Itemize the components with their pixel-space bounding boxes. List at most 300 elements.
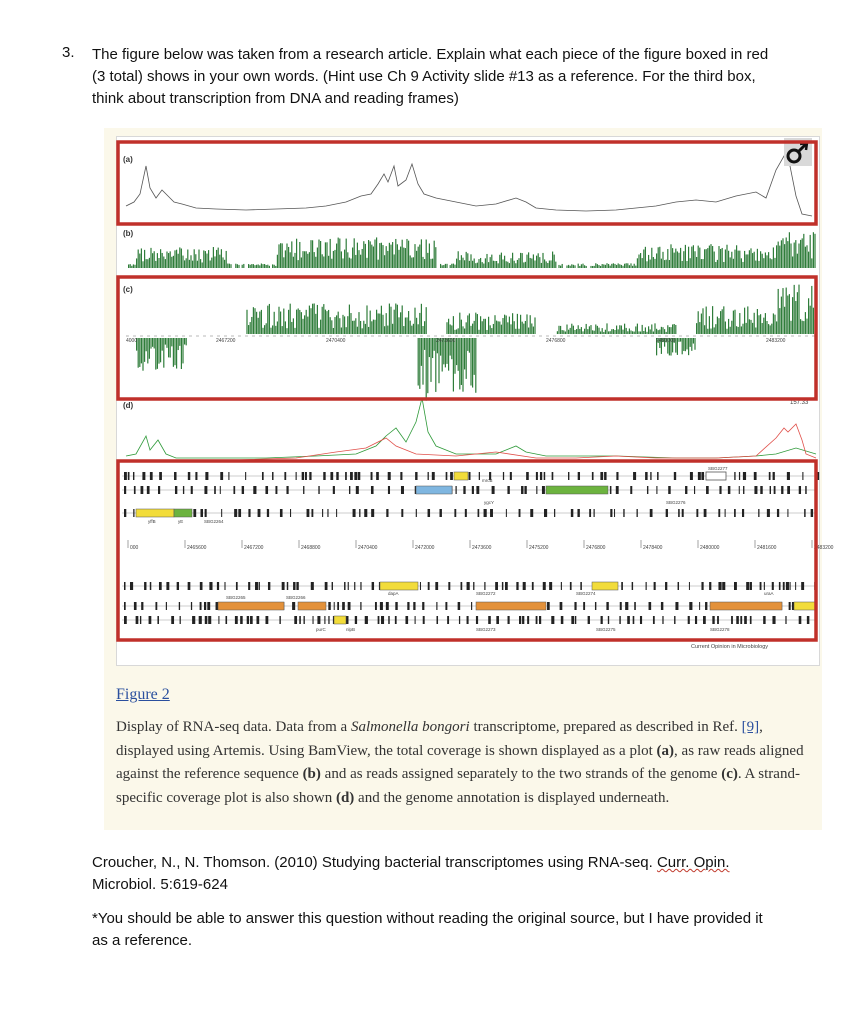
read-bar: [408, 241, 409, 268]
forward-read-bar: [483, 319, 484, 334]
read-bar: [536, 256, 537, 268]
reverse-read-bar: [472, 338, 473, 388]
gene-blue-1: [416, 486, 452, 494]
stop-codon-tick: [228, 472, 229, 480]
forward-read-bar: [490, 325, 491, 334]
forward-read-bar: [326, 311, 327, 334]
stop-codon-tick: [413, 602, 415, 610]
read-bar: [443, 265, 444, 268]
read-bar: [195, 254, 196, 268]
read-bar: [584, 265, 585, 268]
figure-2-link[interactable]: Figure 2: [116, 686, 170, 703]
forward-read-bar: [259, 312, 260, 334]
read-bar: [307, 254, 308, 268]
caption-p2: transcriptome, prepared as described in Ref.: [469, 719, 742, 735]
stop-codon-tick: [640, 616, 642, 624]
forward-read-bar: [270, 328, 271, 334]
stop-codon-tick: [675, 602, 678, 610]
stop-codon-tick: [662, 616, 663, 624]
forward-read-bar: [482, 321, 483, 334]
read-bar: [510, 258, 511, 268]
read-bar: [187, 250, 188, 268]
forward-read-bar: [315, 314, 316, 334]
read-bar: [544, 259, 545, 268]
stop-codon-tick: [645, 472, 648, 480]
read-bar: [165, 259, 166, 268]
forward-read-bar: [494, 315, 495, 334]
read-bar: [392, 242, 393, 268]
read-bar: [462, 258, 463, 268]
read-bar: [296, 239, 297, 268]
stop-codon-tick: [646, 582, 647, 590]
read-bar: [368, 240, 369, 268]
forward-read-bar: [371, 321, 372, 334]
forward-read-bar: [723, 306, 724, 334]
stop-codon-tick: [150, 472, 153, 480]
stop-codon-tick: [334, 602, 335, 610]
stop-codon-tick: [247, 616, 249, 624]
stop-codon-tick: [221, 509, 222, 517]
stop-codon-tick: [124, 602, 126, 610]
read-bar: [618, 263, 619, 268]
forward-read-bar: [458, 328, 459, 334]
citation-part2: Microbiol. 5:619-624: [92, 876, 228, 893]
forward-read-bar: [509, 317, 510, 334]
read-bar: [373, 246, 374, 268]
read-bar: [605, 265, 606, 268]
forward-read-bar: [323, 304, 324, 334]
axis-tick-label: 2483200: [814, 545, 834, 551]
stop-codon-tick: [625, 602, 628, 610]
stop-codon-tick: [750, 616, 752, 624]
stop-codon-tick: [365, 616, 368, 624]
stop-codon-tick: [595, 602, 596, 610]
forward-read-bar: [325, 310, 326, 334]
axis-tick-label: 2467200: [244, 545, 264, 551]
stop-codon-tick: [616, 472, 618, 480]
reverse-read-bar: [467, 338, 468, 351]
read-bar: [726, 245, 727, 268]
stop-codon-tick: [508, 616, 510, 624]
forward-read-bar: [771, 324, 772, 334]
read-bar: [488, 262, 489, 268]
read-bar: [458, 251, 459, 268]
stop-codon-tick: [159, 472, 162, 480]
forward-read-bar: [621, 325, 622, 334]
read-bar: [766, 255, 767, 268]
forward-read-bar: [584, 329, 585, 334]
forward-read-bar: [789, 294, 790, 334]
read-bar: [637, 258, 638, 268]
stop-codon-tick: [522, 616, 524, 624]
reverse-read-bar: [149, 338, 150, 359]
stop-codon-tick: [166, 582, 169, 590]
stop-codon-tick: [439, 509, 441, 517]
read-bar: [376, 237, 377, 268]
stop-codon-tick: [530, 509, 533, 517]
stop-codon-tick: [701, 582, 703, 590]
stop-codon-tick: [743, 486, 744, 494]
forward-read-bar: [502, 318, 503, 334]
read-bar: [275, 266, 276, 268]
stop-codon-tick: [255, 582, 258, 590]
stop-codon-tick: [589, 509, 591, 517]
read-bar: [501, 253, 502, 268]
forward-read-bar: [413, 324, 414, 334]
stop-codon-tick: [236, 582, 238, 590]
read-bar: [578, 264, 579, 268]
stop-codon-tick: [328, 602, 330, 610]
read-bar: [474, 258, 475, 268]
forward-read-bar: [286, 328, 287, 334]
stop-codon-tick: [378, 616, 380, 624]
read-bar: [771, 259, 772, 268]
forward-read-bar: [738, 327, 739, 334]
read-bar: [549, 261, 550, 268]
stop-codon-tick: [785, 616, 786, 624]
forward-read-bar: [787, 296, 788, 334]
stop-codon-tick: [580, 582, 582, 590]
forward-read-bar: [347, 316, 348, 334]
forward-read-bar: [766, 321, 767, 334]
read-bar: [728, 251, 729, 268]
read-bar: [635, 266, 636, 268]
forward-read-bar: [453, 316, 454, 334]
stop-codon-tick: [157, 616, 159, 624]
stop-codon-tick: [588, 616, 590, 624]
read-bar: [763, 258, 764, 268]
forward-read-bar: [480, 316, 481, 334]
stop-codon-tick: [805, 486, 806, 494]
read-bar: [643, 249, 644, 268]
read-bar: [131, 266, 132, 268]
stop-codon-tick: [307, 509, 310, 517]
forward-read-bar: [565, 332, 566, 334]
stop-codon-tick: [454, 509, 456, 517]
forward-read-bar: [794, 285, 795, 334]
read-bar: [160, 249, 161, 268]
reverse-read-bar: [434, 338, 435, 351]
forward-read-bar: [493, 324, 494, 334]
stop-codon-tick: [401, 509, 403, 517]
forward-read-bar: [506, 315, 507, 334]
forward-read-bar: [451, 325, 452, 334]
read-bar: [336, 244, 337, 268]
read-bar: [422, 257, 423, 268]
stop-codon-tick: [188, 582, 191, 590]
read-bar: [387, 251, 388, 268]
forward-read-bar: [346, 327, 347, 334]
stop-codon-tick: [330, 472, 333, 480]
axis-tick-label: 2475200: [529, 545, 549, 551]
stop-codon-tick: [783, 582, 785, 590]
stop-codon-tick: [286, 486, 288, 494]
read-bar: [762, 254, 763, 268]
forward-read-bar: [776, 321, 777, 334]
stop-codon-tick: [496, 616, 499, 624]
forward-read-bar: [362, 328, 363, 334]
read-bar: [523, 262, 524, 268]
read-bar: [331, 259, 332, 268]
stop-codon-tick: [773, 472, 775, 480]
stop-codon-tick: [507, 486, 509, 494]
read-bar: [606, 263, 607, 268]
gene-label-yffb: yffB: [148, 519, 156, 524]
forward-read-bar: [608, 331, 609, 334]
reverse-read-bar: [152, 338, 153, 347]
stop-codon-tick: [616, 486, 619, 494]
stop-codon-tick: [647, 486, 648, 494]
forward-read-bar: [334, 317, 335, 334]
stop-codon-tick: [133, 472, 134, 480]
reverse-read-bar: [144, 338, 145, 362]
stop-codon-tick: [484, 582, 485, 590]
read-bar: [749, 250, 750, 268]
stop-codon-tick: [610, 509, 612, 517]
read-bar: [395, 239, 396, 268]
read-bar: [251, 264, 252, 268]
read-bar: [362, 249, 363, 268]
forward-read-bar: [515, 329, 516, 334]
stop-codon-tick: [575, 616, 576, 624]
read-bar: [499, 255, 500, 268]
stop-codon-tick: [124, 509, 126, 517]
forward-read-bar: [394, 310, 395, 334]
stop-codon-tick: [637, 509, 638, 517]
forward-read-bar: [710, 329, 711, 334]
read-bar: [470, 254, 471, 268]
read-bar: [701, 259, 702, 268]
forward-read-bar: [813, 308, 814, 334]
forward-read-bar: [307, 317, 308, 334]
forward-read-bar: [806, 319, 807, 334]
stop-codon-tick: [682, 509, 684, 517]
read-bar: [704, 249, 705, 268]
stop-codon-tick: [786, 582, 789, 590]
read-bar: [306, 251, 307, 268]
read-bar: [590, 266, 591, 268]
stop-codon-tick: [760, 486, 762, 494]
stop-codon-tick: [136, 616, 139, 624]
forward-read-bar: [459, 313, 460, 334]
read-bar: [266, 265, 267, 268]
caption-p4: , as raw reads aligned against the reference sequence: [116, 742, 804, 782]
forward-read-bar: [755, 327, 756, 334]
read-bar: [483, 263, 484, 268]
forward-read-bar: [475, 313, 476, 334]
forward-read-bar: [498, 321, 499, 334]
caption-p7: and the genome annotation is displayed underneath.: [354, 789, 670, 806]
read-bar: [502, 259, 503, 268]
forward-read-bar: [365, 324, 366, 334]
stop-codon-tick: [779, 582, 781, 590]
stop-codon-tick: [568, 472, 569, 480]
forward-read-bar: [330, 317, 331, 334]
caption-species: Salmonella bongori: [350, 719, 470, 735]
forward-read-bar: [770, 325, 771, 334]
forward-read-bar: [586, 324, 587, 334]
read-bar: [685, 245, 686, 268]
stop-codon-tick: [447, 616, 449, 624]
stop-codon-tick: [736, 616, 739, 624]
read-bar: [592, 266, 593, 268]
read-bar: [509, 263, 510, 268]
read-bar: [280, 243, 281, 268]
forward-read-bar: [627, 331, 628, 334]
caption-c: (c): [721, 766, 738, 782]
raw-reads-track-b: [128, 232, 816, 268]
forward-read-bar: [246, 310, 247, 334]
forward-read-bar: [333, 328, 334, 334]
stop-codon-tick: [225, 616, 227, 624]
forward-read-bar: [254, 308, 255, 334]
read-bar: [571, 264, 572, 268]
stop-codon-tick: [519, 616, 521, 624]
read-bar: [598, 265, 599, 268]
forward-read-bar: [718, 318, 719, 334]
read-bar: [366, 258, 367, 268]
stop-codon-tick: [293, 582, 295, 590]
reverse-read-bar: [677, 338, 678, 355]
read-bar: [288, 247, 289, 268]
read-bar: [570, 266, 571, 268]
stop-codon-tick: [432, 472, 435, 480]
read-bar: [301, 257, 302, 268]
forward-read-bar: [384, 326, 385, 334]
forward-read-bar: [731, 321, 732, 334]
reverse-read-bar: [139, 338, 140, 367]
stop-codon-tick: [717, 616, 719, 624]
forward-read-bar: [597, 326, 598, 334]
forward-read-bar: [304, 315, 305, 334]
read-bar: [450, 265, 451, 268]
read-bar: [469, 261, 470, 268]
gene-label-sbg2276: SBG2276: [666, 500, 686, 505]
read-bar: [640, 253, 641, 268]
stop-codon-tick: [386, 602, 389, 610]
stop-codon-tick: [495, 582, 498, 590]
forward-read-bar: [598, 328, 599, 334]
stop-codon-tick: [678, 509, 680, 517]
read-bar: [776, 245, 777, 268]
forward-read-bar: [301, 312, 302, 334]
stop-codon-tick: [601, 616, 603, 624]
forward-read-bar: [456, 329, 457, 334]
read-bar: [798, 244, 799, 268]
stop-codon-tick: [292, 602, 295, 610]
read-bar: [478, 259, 479, 268]
forward-read-bar: [277, 321, 278, 334]
stop-codon-tick: [416, 509, 417, 517]
forward-read-bar: [638, 331, 639, 334]
stop-codon-tick: [348, 582, 349, 590]
read-bar: [690, 258, 691, 268]
forward-read-bar: [389, 304, 390, 334]
read-bar: [493, 261, 494, 268]
read-bar: [475, 263, 476, 268]
forward-read-bar: [355, 318, 356, 334]
stop-codon-tick: [571, 616, 574, 624]
citation-journal: Curr. Opin.: [656, 854, 730, 871]
panel-label-b: (b): [123, 229, 134, 238]
stop-codon-tick: [428, 472, 429, 480]
stop-codon-tick: [656, 486, 657, 494]
stop-codon-tick: [296, 472, 297, 480]
axis-tick-label: 2481600: [757, 545, 777, 551]
forward-read-bar: [610, 331, 611, 334]
stop-codon-tick: [299, 616, 301, 624]
read-bar: [235, 264, 236, 268]
read-bar: [320, 241, 321, 268]
forward-read-bar: [531, 323, 532, 334]
read-bar: [141, 248, 142, 268]
forward-read-bar: [810, 306, 811, 334]
stop-codon-tick: [519, 509, 521, 517]
read-bar: [541, 263, 542, 268]
stop-codon-tick: [526, 472, 529, 480]
read-bar: [278, 244, 279, 268]
read-bar: [173, 256, 174, 268]
stop-codon-tick: [311, 509, 313, 517]
stop-codon-tick: [364, 509, 367, 517]
caption-ref-link[interactable]: [9]: [741, 719, 760, 735]
forward-read-bar: [778, 289, 779, 334]
forward-read-bar: [750, 320, 751, 334]
read-bar: [741, 258, 742, 268]
stop-codon-tick: [317, 616, 320, 624]
forward-read-bar: [406, 317, 407, 334]
stop-codon-tick: [709, 582, 711, 590]
forward-read-bar: [557, 331, 558, 334]
stop-codon-tick: [650, 509, 653, 517]
stop-codon-tick: [220, 472, 223, 480]
read-bar: [451, 264, 452, 268]
panel-label-d: (d): [123, 401, 134, 410]
stop-codon-tick: [275, 486, 277, 494]
caption-d: (d): [335, 789, 355, 806]
read-bar: [149, 258, 150, 268]
read-bar: [646, 261, 647, 268]
read-bar: [560, 266, 561, 268]
read-bar: [512, 253, 513, 268]
read-bar: [269, 266, 270, 268]
stop-codon-tick: [547, 602, 550, 610]
stop-codon-tick: [743, 472, 746, 480]
forward-read-bar: [629, 328, 630, 334]
read-bar: [341, 251, 342, 268]
stop-codon-tick: [272, 472, 273, 480]
stop-codon-tick: [171, 616, 174, 624]
forward-read-bar: [360, 321, 361, 334]
forward-read-bar: [640, 332, 641, 334]
read-bar: [203, 250, 204, 268]
read-bar: [528, 252, 529, 268]
stop-codon-tick: [265, 486, 268, 494]
reverse-read-bar: [147, 338, 148, 363]
read-bar: [398, 250, 399, 268]
reverse-read-bar: [155, 338, 156, 370]
read-bar: [168, 253, 169, 268]
reverse-read-bar: [418, 338, 419, 386]
reverse-read-bar: [424, 338, 425, 350]
stop-codon-tick: [734, 509, 736, 517]
stop-codon-tick: [303, 616, 304, 624]
forward-read-bar: [258, 318, 259, 334]
stop-codon-tick: [674, 616, 675, 624]
read-bar: [613, 263, 614, 268]
stop-codon-tick: [337, 602, 339, 610]
reverse-read-bar: [426, 338, 427, 401]
